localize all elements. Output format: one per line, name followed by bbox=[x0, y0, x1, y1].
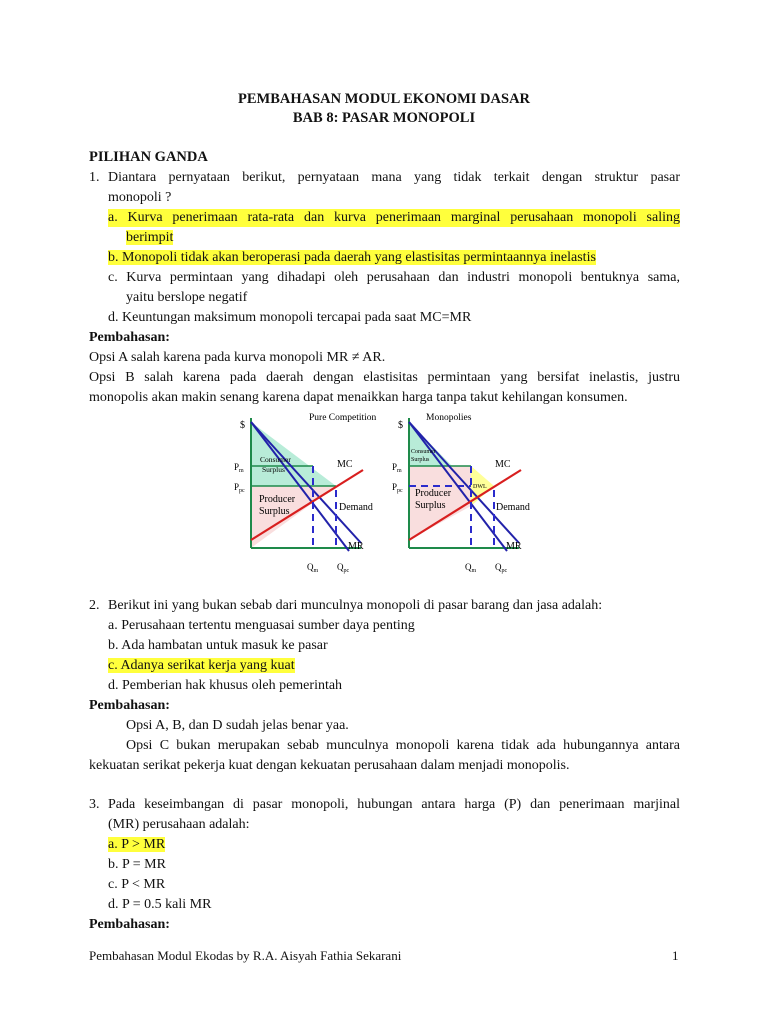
demand-label: Demand bbox=[339, 502, 373, 513]
qpc-label: $Q_{pc}$ bbox=[495, 562, 508, 574]
option-b: b. P = MR bbox=[108, 857, 166, 872]
axis-dollar-label: $ bbox=[240, 420, 245, 431]
mr-label: MR bbox=[506, 541, 522, 552]
option-c: c. Kurva permintaan yang dihadapi oleh perusahaan dan industri monopoli bentuknya sama, bbox=[108, 270, 680, 285]
option-c-highlighted: c. Adanya serikat kerja yang kuat bbox=[108, 658, 295, 673]
discussion-label: Pembahasan: bbox=[89, 917, 170, 932]
option-a-cont-highlighted: berimpit bbox=[126, 230, 174, 245]
axis-dollar-label: $ bbox=[398, 420, 403, 431]
option-c-cont: yaitu berslope negatif bbox=[126, 290, 248, 305]
qpc-label: $Q_{pc}$ bbox=[337, 562, 350, 574]
discussion-text-cont: monopolis akan makin senang karena dapat menaikkan harga tanpa takut kehilangan konsumen. bbox=[89, 390, 628, 405]
demand-label: Demand bbox=[496, 502, 530, 513]
option-b-highlighted: b. Monopoli tidak akan beroperasi pada daerah yang elastisitas permintaannya inelastis bbox=[108, 250, 596, 265]
discussion-text: Opsi A salah karena pada kurva monopoli MR ≠ AR. bbox=[89, 350, 386, 365]
question-number: 3. bbox=[89, 797, 100, 812]
pure-competition-diagram bbox=[234, 413, 377, 574]
section-title: PILIHAN GANDA bbox=[89, 149, 208, 165]
producer-surplus-label: Producer bbox=[259, 494, 296, 505]
monopoly-surplus-figure bbox=[225, 408, 545, 583]
producer-surplus-label: Producer bbox=[415, 488, 452, 499]
discussion-text: Opsi B salah karena pada daerah dengan elastisitas permintaan yang bersifat inelastis, justru bbox=[89, 370, 680, 385]
dwl-label: DWL bbox=[473, 484, 487, 490]
consumer-surplus-label: Consumer bbox=[411, 449, 436, 455]
question-text: Diantara pernyataan berikut, pernyataan mana yang tidak terkait dengan struktur pasar bbox=[108, 170, 680, 185]
monopolies-diagram bbox=[392, 413, 530, 574]
question-text-cont: monopoli ? bbox=[108, 190, 172, 205]
question-text-cont: (MR) perusahaan adalah: bbox=[108, 817, 250, 832]
page-number: 1 bbox=[672, 948, 679, 963]
discussion-label: Pembahasan: bbox=[89, 698, 170, 713]
mr-label: MR bbox=[348, 541, 364, 552]
option-a-highlighted: a. P > MR bbox=[108, 837, 166, 852]
question-number: 2. bbox=[89, 598, 100, 613]
document-subtitle: BAB 8: PASAR MONOPOLI bbox=[292, 110, 476, 126]
question-text: Berikut ini yang bukan sebab dari munculnya monopoli di pasar barang dan jasa adalah: bbox=[108, 598, 603, 613]
option-d: d. P = 0.5 kali MR bbox=[108, 897, 212, 912]
ppc-label: $P_{pc}$ bbox=[392, 482, 403, 494]
question-number: 1. bbox=[89, 170, 100, 185]
producer-surplus-label-2: Surplus bbox=[259, 506, 290, 517]
qm-label: $Q_m$ bbox=[465, 562, 477, 574]
mc-label: MC bbox=[337, 459, 353, 470]
pm-label: $P_m$ bbox=[234, 462, 244, 474]
option-d: d. Pemberian hak khusus oleh pemerintah bbox=[108, 678, 343, 693]
consumer-surplus-label: Consumer bbox=[260, 455, 291, 464]
pm-label: $P_m$ bbox=[392, 462, 402, 474]
option-b: b. Ada hambatan untuk masuk ke pasar bbox=[108, 638, 328, 653]
option-a-highlighted: a. Kurva penerimaan rata-rata dan kurva penerimaan marginal perusahaan monopoli saling bbox=[108, 210, 680, 225]
producer-surplus-label-2: Surplus bbox=[415, 500, 446, 511]
footer-credit: Pembahasan Modul Ekodas by R.A. Aisyah Fathia Sekarani bbox=[89, 948, 402, 963]
option-d: d. Keuntungan maksimum monopoli tercapai pada saat MC=MR bbox=[108, 310, 472, 325]
document-title: PEMBAHASAN MODUL EKONOMI DASAR bbox=[237, 91, 531, 107]
mc-label: MC bbox=[495, 459, 511, 470]
diagram-title: Monopolies bbox=[426, 413, 472, 423]
qm-label: $Q_m$ bbox=[307, 562, 319, 574]
ppc-label: $P_{pc}$ bbox=[234, 482, 245, 494]
consumer-surplus-label-2: Surplus bbox=[262, 465, 285, 474]
discussion-text-cont: kekuatan serikat pekerja kuat dengan kekuatan perusahaan dalam menjadi monopolis. bbox=[89, 758, 570, 773]
question-text: Pada keseimbangan di pasar monopoli, hubungan antara harga (P) dan penerimaan marjinal bbox=[108, 797, 680, 812]
discussion-text: Opsi C bukan merupakan sebab munculnya monopoli karena tidak ada hubungannya antara bbox=[126, 738, 680, 753]
option-c: c. P < MR bbox=[108, 877, 166, 892]
discussion-label: Pembahasan: bbox=[89, 330, 170, 345]
discussion-text: Opsi A, B, dan D sudah jelas benar yaa. bbox=[126, 718, 349, 733]
consumer-surplus-label-2: Surplus bbox=[411, 457, 430, 463]
option-a: a. Perusahaan tertentu menguasai sumber daya penting bbox=[108, 618, 415, 633]
diagram-title: Pure Competition bbox=[309, 413, 377, 423]
